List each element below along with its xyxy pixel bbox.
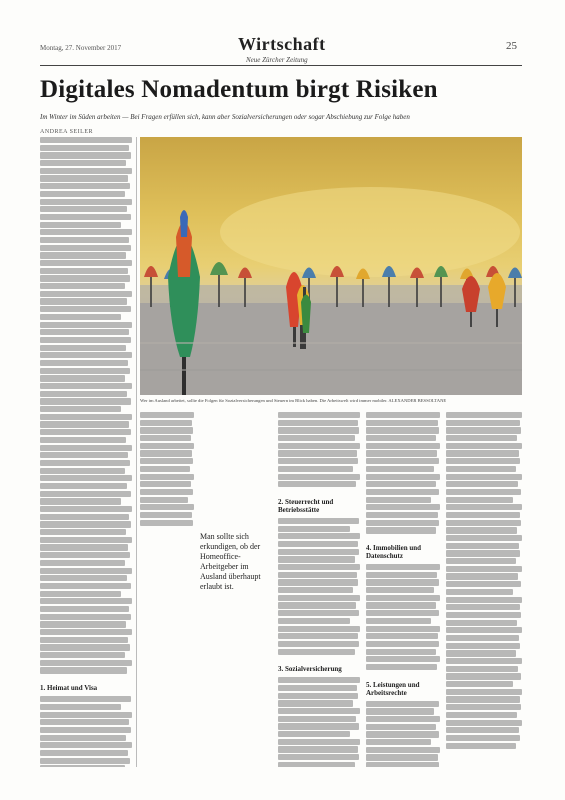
article-subhead: 5. Leistungen und Arbeitsrechte (366, 680, 420, 697)
text-line (40, 606, 129, 612)
photo-credit: ALEXANDER BESSOLTANE (388, 398, 447, 403)
text-line (40, 506, 132, 512)
text-line (140, 420, 192, 426)
text-line (446, 474, 522, 480)
text-line (40, 406, 121, 412)
text-line (446, 443, 522, 449)
text-line (40, 337, 131, 343)
text-line (140, 435, 191, 441)
text-line (40, 652, 125, 658)
text-line (278, 762, 355, 767)
text-line (366, 664, 437, 670)
text-line (446, 643, 520, 649)
text-line (40, 145, 129, 151)
text-line (40, 421, 129, 427)
article-byline: ANDREA SEILER (40, 129, 93, 135)
text-line (40, 268, 128, 274)
article-photo (140, 137, 522, 395)
text-line (446, 735, 520, 741)
text-line (278, 633, 358, 639)
text-line (40, 191, 125, 197)
text-line (40, 291, 132, 297)
text-line (278, 556, 355, 562)
text-line (446, 712, 517, 718)
text-line (278, 572, 357, 578)
text-line (40, 614, 131, 620)
text-line (40, 260, 132, 266)
text-line (366, 649, 436, 655)
issue-date: Montag, 27. November 2017 (40, 44, 122, 52)
text-line (278, 443, 360, 449)
text-line (446, 696, 520, 702)
article-deck: Im Winter im Süden arbeiten — Bei Fragen erfüllen sich, kann aber Sozialversicherungen oder sogar Abschiebung zur Folge haben (40, 113, 410, 121)
text-line (40, 298, 127, 304)
text-line (40, 475, 132, 481)
text-line (40, 521, 131, 527)
text-column-1 (40, 137, 132, 767)
text-line (278, 435, 355, 441)
text-line (40, 206, 127, 212)
text-line (40, 352, 132, 358)
text-line (278, 739, 360, 745)
text-line (278, 564, 360, 570)
text-line (40, 621, 126, 627)
text-line (366, 716, 440, 722)
text-line (40, 742, 132, 748)
text-line (278, 746, 358, 752)
text-line (40, 719, 129, 725)
text-line (40, 544, 128, 550)
text-line (40, 414, 132, 420)
text-line (446, 504, 522, 510)
text-line (140, 481, 191, 487)
text-line (446, 550, 520, 556)
text-line (446, 489, 521, 495)
text-line (40, 491, 131, 497)
article-subhead: 3. Sozialversicherung (278, 665, 342, 674)
text-line (278, 641, 359, 647)
text-line (40, 591, 121, 597)
text-line (446, 681, 513, 687)
text-line (40, 275, 130, 281)
text-line (278, 466, 353, 472)
section-title: Wirtschaft (238, 34, 326, 54)
text-line (40, 727, 131, 733)
text-line (40, 452, 128, 458)
text-line (446, 597, 522, 603)
text-line (366, 602, 436, 608)
text-line (40, 322, 132, 328)
column-2-body (140, 412, 194, 526)
text-line (446, 427, 521, 433)
text-line (278, 626, 360, 632)
text-line (278, 731, 350, 737)
text-line (446, 481, 518, 487)
text-line (446, 658, 522, 664)
text-line (366, 572, 437, 578)
text-line (40, 735, 126, 741)
text-line (278, 427, 359, 433)
text-line (40, 498, 121, 504)
text-line (446, 581, 521, 587)
text-line (40, 329, 129, 335)
text-line (40, 283, 125, 289)
text-line (366, 474, 440, 480)
article-subhead: 4. Immobilien und Datenschutz (366, 544, 422, 560)
text-line (366, 633, 438, 639)
text-line (40, 514, 129, 520)
text-line (446, 666, 518, 672)
text-line (140, 412, 194, 418)
text-line (278, 458, 358, 464)
text-line (366, 739, 431, 745)
text-line (278, 420, 358, 426)
text-line (366, 489, 439, 495)
text-line (446, 435, 517, 441)
text-line (366, 587, 434, 593)
text-line (278, 549, 359, 555)
text-column-2 (140, 412, 194, 767)
text-line (446, 520, 521, 526)
text-line (40, 468, 125, 474)
text-line (40, 368, 130, 374)
text-line (446, 727, 519, 733)
text-line (140, 466, 190, 472)
text-line (40, 568, 132, 574)
text-line (366, 412, 440, 418)
text-line (366, 724, 436, 730)
text-line (40, 552, 130, 558)
text-line (446, 704, 521, 710)
text-line (366, 450, 437, 456)
text-line (40, 765, 125, 767)
text-line (446, 743, 516, 749)
text-line (366, 435, 436, 441)
text-line (40, 483, 127, 489)
text-line (366, 504, 440, 510)
text-line (446, 543, 519, 549)
text-line (446, 673, 521, 679)
text-line (40, 644, 130, 650)
text-line (140, 504, 194, 510)
text-line (278, 602, 356, 608)
text-line (366, 656, 440, 662)
text-line (446, 612, 521, 618)
text-line (278, 450, 357, 456)
text-line (278, 649, 355, 655)
text-line (40, 560, 125, 566)
text-line (446, 604, 520, 610)
text-line (40, 398, 131, 404)
column-3-body (278, 412, 360, 767)
text-line (366, 458, 439, 464)
text-line (278, 716, 356, 722)
text-line (40, 168, 132, 174)
text-line (446, 650, 516, 656)
text-line (446, 497, 513, 503)
text-line (446, 535, 522, 541)
text-line (40, 660, 132, 666)
text-line (366, 731, 439, 737)
text-line (278, 526, 350, 532)
text-line (366, 564, 440, 570)
text-line (446, 420, 520, 426)
text-line (446, 620, 517, 626)
text-line (40, 758, 130, 764)
text-line (40, 460, 130, 466)
page-number: 25 (506, 40, 517, 52)
text-line (140, 450, 192, 456)
text-line (40, 637, 128, 643)
text-line (40, 229, 132, 235)
text-line (40, 237, 129, 243)
text-line (278, 541, 358, 547)
text-line (366, 762, 439, 767)
text-line (278, 518, 359, 524)
text-line (40, 437, 126, 443)
text-line (366, 579, 439, 585)
text-line (40, 222, 121, 228)
text-line (40, 429, 131, 435)
text-line (366, 610, 439, 616)
text-line (278, 754, 359, 760)
text-line (366, 641, 439, 647)
text-line (366, 481, 436, 487)
column-divider (136, 137, 137, 767)
text-line (40, 696, 131, 702)
text-line (278, 587, 353, 593)
text-line (40, 750, 128, 756)
text-line (40, 375, 125, 381)
paragraph-gap (40, 675, 132, 681)
text-line (366, 520, 439, 526)
text-line (40, 199, 132, 205)
text-line (366, 595, 440, 601)
text-line (278, 700, 353, 706)
text-line (278, 610, 359, 616)
text-line (40, 160, 126, 166)
text-line (140, 427, 193, 433)
text-line (366, 527, 436, 533)
text-line (278, 708, 360, 714)
text-line (366, 701, 439, 707)
article-subhead: 1. Heimat und Visa (40, 684, 98, 693)
text-line (40, 583, 131, 589)
text-line (446, 527, 517, 533)
text-line (40, 137, 132, 143)
text-line (40, 306, 131, 312)
text-line (140, 458, 193, 464)
text-line (40, 704, 121, 710)
text-line (366, 708, 434, 714)
newspaper-name: Neue Zürcher Zeitung (246, 56, 308, 64)
paragraph-gap (278, 489, 360, 495)
text-line (278, 693, 358, 699)
header-rule (40, 65, 522, 66)
text-line (40, 175, 128, 181)
text-line (446, 412, 522, 418)
text-line (366, 626, 440, 632)
text-line (278, 677, 360, 683)
text-line (366, 497, 431, 503)
text-line (40, 391, 127, 397)
text-column-4 (366, 412, 440, 767)
text-line (40, 537, 132, 543)
text-line (278, 412, 360, 418)
column-4-body (366, 412, 440, 767)
text-line (40, 712, 132, 718)
text-line (446, 720, 522, 726)
text-line (140, 497, 188, 503)
text-line (366, 747, 440, 753)
text-line (366, 512, 438, 518)
text-line (446, 450, 519, 456)
text-line (366, 466, 434, 472)
text-line (40, 183, 130, 189)
text-line (446, 589, 513, 595)
text-line (446, 566, 522, 572)
text-line (278, 533, 360, 539)
article-headline: Digitales Nomadentum birgt Risiken (40, 76, 438, 103)
text-line (140, 489, 193, 495)
text-line (278, 595, 360, 601)
photo-caption-text: Wer im Ausland arbeitet, sollte die Folgen für Sozialversicherungen und Steuern im Blick haben. Die Arbeitswelt wird immer mobiler. (140, 398, 388, 403)
column-5-body (446, 412, 522, 749)
text-line (40, 360, 128, 366)
text-line (366, 427, 439, 433)
text-line (40, 629, 132, 635)
text-line (446, 573, 518, 579)
text-line (140, 512, 192, 518)
text-column-5 (446, 412, 522, 767)
article-subhead: 2. Steuerrecht und Betriebsstätte (278, 497, 334, 514)
text-line (446, 635, 519, 641)
paragraph-gap (366, 672, 440, 678)
text-line (278, 481, 356, 487)
text-line (40, 529, 126, 535)
text-line (40, 314, 121, 320)
text-line (40, 667, 127, 673)
text-line (278, 685, 357, 691)
text-line (366, 618, 431, 624)
text-line (140, 520, 193, 526)
text-line (278, 474, 360, 480)
text-line (140, 474, 194, 480)
text-line (446, 458, 520, 464)
text-line (40, 252, 126, 258)
text-line (278, 723, 359, 729)
text-line (446, 466, 516, 472)
column-1-body (40, 137, 132, 767)
text-line (446, 512, 520, 518)
text-line (446, 558, 516, 564)
text-column-3 (278, 412, 360, 767)
text-line (40, 383, 132, 389)
text-line (40, 245, 131, 251)
text-line (366, 754, 438, 760)
paragraph-gap (278, 656, 360, 662)
text-line (40, 152, 131, 158)
text-line (40, 214, 131, 220)
text-line (278, 618, 350, 624)
text-line (446, 689, 522, 695)
text-line (278, 579, 358, 585)
text-line (40, 345, 126, 351)
pull-quote: Man sollte sich erkundigen, ob der Homeoffice-Arbeitgeber im Ausland überhaupt erlaubt ist. (200, 532, 261, 591)
text-line (40, 598, 132, 604)
text-line (140, 443, 194, 449)
paragraph-gap (366, 535, 440, 541)
photo-caption (140, 398, 522, 403)
text-line (366, 443, 440, 449)
text-line (446, 627, 522, 633)
text-line (40, 575, 127, 581)
text-line (366, 420, 438, 426)
text-line (40, 445, 132, 451)
